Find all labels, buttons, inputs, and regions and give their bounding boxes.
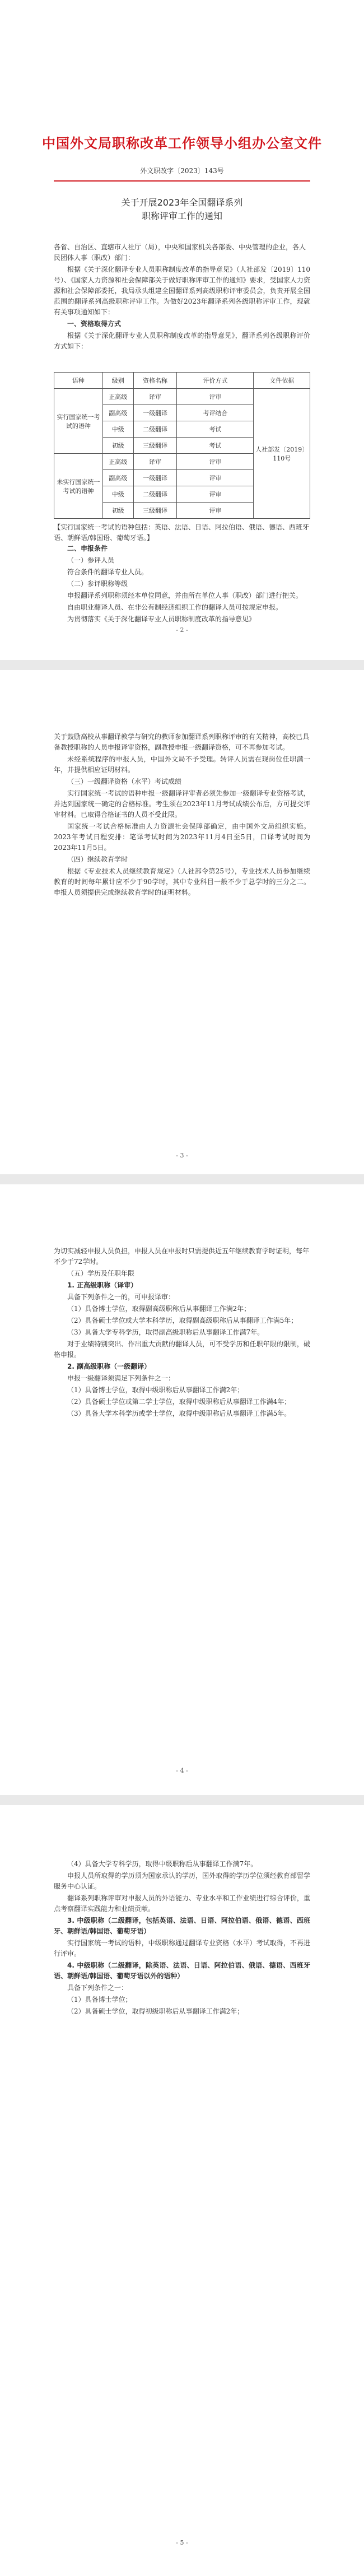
table-cell: 二级翻译: [133, 421, 177, 438]
notice-title-line: 关于开展2023年全国翻译系列: [121, 197, 243, 208]
table-note: 【实行国家统一考试的语种包括：英语、法语、日语、阿拉伯语、俄语、德语、西班牙语、朝鲜语/韩国语、葡萄牙语。】: [54, 523, 310, 542]
table-cell: 考评结合: [177, 405, 254, 421]
list-item: （2）具备硕士学位或第二学士学位，取得中级职称后从事翻译工作满4年；: [67, 1398, 291, 1406]
paragraph: 自由职业翻译人员、在非公有制经济组织工作的翻译人员可按规定申报。: [67, 603, 283, 611]
subsection-heading: （三）一级翻译资格（水平）考试成绩: [67, 778, 182, 785]
paragraph: 申报人员所取得的学历须为国家承认的学历，国外取得的学历学位须经教育部留学服务中心认证。: [54, 1872, 310, 1890]
paragraph: 符合条件的翻译专业人员。: [67, 568, 148, 576]
list-item: （1）具备博士学位，取得中级职称后从事翻译工作满2年；: [67, 1386, 244, 1394]
table-header: 文件依据: [254, 373, 310, 389]
document-page: [0, 0, 364, 660]
paragraph: 根据《专业技术人员继续教育规定》（人社部令第25号），专业技术人员参加继续教育的时间每年累计应不少于90学时，其中专业科目一般不少于总学时的三分之二。申报人员须提供完成继续教育学时的证明材料。: [54, 867, 310, 896]
table-cell: 初级: [102, 438, 133, 454]
table-cell: 正高级: [102, 389, 133, 405]
page-number: - 3 -: [176, 1152, 188, 1159]
table-header-row: [54, 373, 310, 389]
table-header: 级别: [102, 373, 133, 389]
table-cell: 译审: [133, 454, 177, 470]
subsection-heading: （四）继续教育学时: [67, 855, 128, 863]
section-heading: 一、资格取得方式: [67, 320, 122, 328]
table-cell: 评审: [177, 389, 254, 405]
table-header: 评价方式: [177, 373, 254, 389]
red-divider: [54, 180, 310, 182]
document-number: 外文职改字〔2023〕143号: [140, 167, 224, 175]
section-heading: 3. 中级职称（二级翻译，包括英语、法语、日语、阿拉伯语、俄语、德语、西班牙、朝鲜语/韩国语、葡萄牙语）: [54, 1917, 310, 1935]
paragraph: 未经系统程序的申报人员，中国外文局不予受理。转评人员需在现岗位任职满一年，并提供相应证明材料。: [54, 755, 310, 774]
table-cell: 评审: [177, 503, 254, 519]
document-page: [0, 670, 364, 1174]
paragraph: 实行国家统一考试的语种，中级职称通过翻译专业资格（水平）考试取得，不再进行评审。: [54, 1939, 310, 1957]
table-cell: 副高级: [102, 405, 133, 421]
list-item: （2）具备硕士学位或大学本科学历，取得副高级职称后从事翻译工作满5年；: [67, 1317, 298, 1324]
subsection-heading: （五）学历及任职年限: [67, 1270, 135, 1277]
paragraph: 实行国家统一考试的语种申报一级翻译评审者必须先参加一级翻译专业资格考试，并达到国家统一确定的合格标准。考生须在2023年11月考试成绩公布后，方可提交评审材料。已取得合格证书的人员不受此限。: [54, 789, 310, 819]
section-heading: 2. 副高级职称（一级翻译）: [67, 1363, 151, 1370]
table-cell: 中级: [102, 421, 133, 438]
table-cell: 实行国家统一考试的语种: [54, 389, 103, 454]
table-cell: 评审: [177, 470, 254, 486]
paragraph: 申报一级翻译须满足下列条件之一：: [67, 1374, 175, 1382]
table-cell: 考试: [177, 438, 254, 454]
list-item: （4）具备大学专科学历，取得中级职称后从事翻译工作满7年。: [67, 1860, 258, 1868]
table-cell: 一级翻译: [133, 405, 177, 421]
paragraph: 为切实减轻申报人员负担，申报人员在申报时只需提供近五年继续教育学时证明，每年不少于72学时。: [54, 1247, 310, 1266]
page-number: - 4 -: [176, 1767, 188, 1774]
list-item: （2）具备硕士学位，取得初级职称后从事翻译工作满2年；: [67, 2007, 244, 2015]
page-number: - 2 -: [176, 626, 188, 634]
paragraph: 对于业绩特别突出、作出重大贡献的翻译人员，可不受学历和任职年限的限制，破格申报。: [54, 1340, 310, 1359]
table-row: [54, 389, 310, 405]
document-page: [0, 1184, 364, 1795]
section-heading: 4. 中级职称（二级翻译，除英语、法语、日语、阿拉伯语、俄语、德语、西班牙语、朝鲜语/韩国语、葡萄牙语以外的语种）: [54, 1961, 310, 1980]
paragraph: 为贯彻落实《关于深化翻译专业人员职称制度改革的指导意见》: [67, 615, 256, 623]
section-heading: 1. 正高级职称（译审）: [67, 1281, 138, 1289]
paragraph: 国家统一考试合格标准由人力资源社会保障部确定，由中国外文局组织实施。2023年考试日程安排：笔译考试时间为2023年11月4日至5日，口译考试时间为2023年11月5日。: [54, 822, 310, 852]
table-header: 资格名称: [133, 373, 177, 389]
notice-title-line: 职称评审工作的通知: [141, 211, 222, 221]
table-cell: 三级翻译: [133, 438, 177, 454]
subsection-heading: （二）参评职称等级: [67, 580, 128, 588]
section-heading: 二、申报条件: [67, 545, 108, 552]
list-item: （1）具备博士学位，取得副高级职称后从事翻译工作满2年；: [67, 1305, 251, 1313]
list-item: （1）具备博士学位；: [67, 1996, 132, 2003]
table-cell: 考试: [177, 421, 254, 438]
notice-title: [0, 196, 364, 223]
paragraph: 根据《关于深化翻译专业人员职称制度改革的指导意见》（人社部发〔2019〕110号）、《国家人力资源和社会保障部关于做好职称评审工作的通知》要求，受国家人力资源和社会保障部委托，我局承头组建全国翻译系列高级职称评审委员会，负责开展全国范围的翻译系列高级职称评审工作。为做好2023年翻译系列各级职称评审工作，现就有关事项通知如下：: [54, 266, 310, 316]
table-cell: 人社部发〔2019〕110号: [254, 389, 310, 519]
table-cell: 未实行国家统一考试的语种: [54, 454, 103, 519]
table-cell: 初级: [102, 503, 133, 519]
paragraph: 关于鼓励高校从事翻译教学与研究的教师参加翻译系列职称评审的有关精神，高校已具备教授职称的人员申报译审资格，副教授申报一级翻译资格，可不再参加考试。: [54, 733, 310, 751]
paragraph: 具备下列条件之一：: [67, 1984, 128, 1992]
qualification-table: [54, 372, 310, 519]
org-title: 中国外文局职称改革工作领导小组办公室文件: [42, 136, 322, 151]
table-cell: 一级翻译: [133, 470, 177, 486]
table-cell: 三级翻译: [133, 503, 177, 519]
table-cell: 中级: [102, 486, 133, 503]
list-item: （3）具备大学本科学历或学士学位，取得中级职称后从事翻译工作满5年。: [67, 1410, 291, 1417]
paragraph: 申报翻译系列职称须经本单位同意，并由所在单位人事（职改）部门进行把关。: [67, 592, 303, 599]
paragraph: 具备下列条件之一的，可申报译审：: [67, 1293, 175, 1301]
page-number: - 5 -: [176, 2539, 188, 2546]
document-page: [0, 1805, 364, 2576]
list-item: （3）具备大学专科学历，取得副高级职称后从事翻译工作满7年。: [67, 1328, 264, 1336]
table-cell: 副高级: [102, 470, 133, 486]
table-cell: 译审: [133, 389, 177, 405]
table-header: 语种: [54, 373, 103, 389]
subsection-heading: （一）参评人员: [67, 556, 115, 564]
table-cell: 正高级: [102, 454, 133, 470]
paragraph: 翻译系列职称评审对申报人员的外语能力、专业水平和工作业绩进行综合评价，重点考察翻译实践能力和业绩贡献。: [54, 1894, 310, 1913]
table-cell: 评审: [177, 486, 254, 503]
table-cell: 评审: [177, 454, 254, 470]
table-cell: 二级翻译: [133, 486, 177, 503]
paragraph: 各省、自治区、直辖市人社厅（局），中央和国家机关各部委、中央管理的企业，各人民团体人事（职改）部门：: [54, 243, 306, 262]
paragraph: 根据《关于深化翻译专业人员职称制度改革的指导意见》，翻译系列各级职称评价方式如下：: [54, 332, 310, 350]
